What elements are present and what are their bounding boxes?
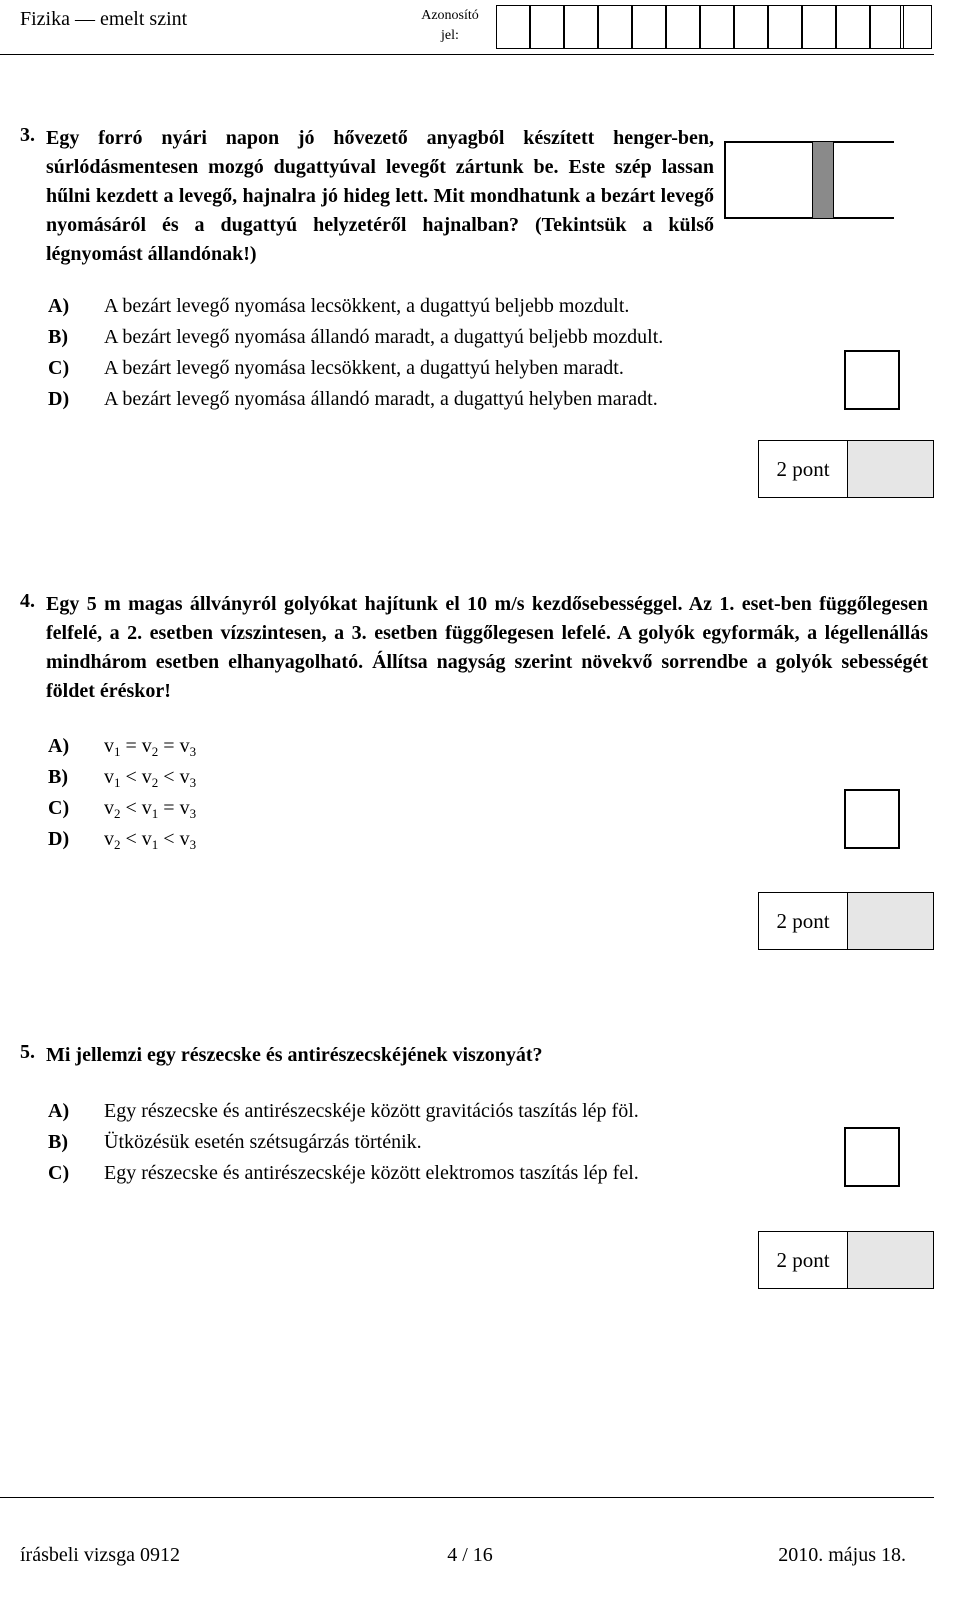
- option-sub: 2: [114, 806, 121, 821]
- option-sub: 3: [189, 806, 197, 821]
- option-sub: 3: [189, 837, 197, 852]
- option-letter: A): [48, 735, 70, 757]
- cylinder-top-wall: [724, 141, 894, 143]
- footer-date: 2010. május 18.: [778, 1544, 906, 1566]
- option-var: v: [104, 766, 114, 788]
- q5-points-box: [758, 1231, 934, 1289]
- option-sub: 2: [114, 837, 121, 852]
- q3-answer-box[interactable]: [844, 350, 900, 410]
- option-sub: 1: [151, 837, 159, 852]
- q5-options: [48, 1096, 818, 1189]
- q3-score-field[interactable]: [848, 441, 933, 497]
- option-var: v: [141, 766, 152, 788]
- footer-exam-code: írásbeli vizsga 0912: [20, 1544, 180, 1566]
- footer-divider: [0, 1497, 934, 1498]
- option-op: <: [158, 828, 180, 850]
- id-box[interactable]: [802, 5, 836, 49]
- id-box[interactable]: [632, 5, 666, 49]
- header-title: Fizika — emelt szint: [20, 8, 188, 30]
- option-item: [48, 731, 448, 762]
- option-op: <: [120, 828, 142, 850]
- option-sub: 2: [151, 744, 159, 759]
- q5-score-field[interactable]: [848, 1232, 933, 1288]
- option-var: v: [141, 735, 152, 757]
- cylinder-closed-end: [724, 141, 726, 219]
- azonosito-line2: jel:: [441, 28, 459, 43]
- q5-points-label: 2 pont: [759, 1232, 848, 1288]
- footer-page-number: 4 / 16: [447, 1544, 493, 1566]
- option-item: [48, 291, 808, 322]
- option-text: Egy részecske és antirészecskéje között elektromos taszítás lép fel.: [104, 1162, 639, 1184]
- id-box[interactable]: [564, 5, 598, 49]
- q4-number: 4.: [20, 590, 35, 612]
- option-var: v: [179, 735, 190, 757]
- id-box[interactable]: [768, 5, 802, 49]
- option-op: <: [120, 766, 142, 788]
- q4-options: [48, 731, 448, 855]
- option-letter: C): [48, 357, 70, 379]
- id-box[interactable]: [530, 5, 564, 49]
- option-letter: B): [48, 326, 68, 348]
- option-item: [48, 762, 448, 793]
- option-item: [48, 384, 808, 415]
- q4-answer-box[interactable]: [844, 789, 900, 849]
- option-text: Egy részecske és antirészecskéje között gravitációs taszítás lép föl.: [104, 1100, 639, 1122]
- option-op: =: [120, 735, 142, 757]
- option-text: A bezárt levegő nyomása állandó maradt, a dugattyú beljebb mozdult.: [104, 326, 664, 348]
- piston: [812, 141, 834, 219]
- option-op: <: [158, 766, 180, 788]
- option-item: [48, 353, 808, 384]
- option-sub: 3: [189, 775, 197, 790]
- id-box[interactable]: [734, 5, 768, 49]
- option-var: v: [179, 828, 190, 850]
- q3-text: Egy forró nyári napon jó hővezető anyagból készített henger-ben, súrlódásmentesen mozgó dugattyúval levegőt zártunk be. Este szép lassan hűlni kezdett a levegő, hajnalra jó hideg lett. Mit mondhatunk a bezárt levegő nyomásáról és a dugattyú helyzetéről hajnalban? (Tekintsük a külső légnyomást állandónak!): [46, 127, 714, 265]
- q5-answer-box[interactable]: [844, 1127, 900, 1187]
- option-sub: 1: [114, 775, 121, 790]
- id-box[interactable]: [496, 5, 530, 49]
- option-text: A bezárt levegő nyomása lecsökkent, a dugattyú helyben maradt.: [104, 357, 624, 379]
- option-text: A bezárt levegő nyomása lecsökkent, a dugattyú beljebb mozdult.: [104, 295, 630, 317]
- option-sub: 1: [151, 806, 159, 821]
- option-letter: B): [48, 1131, 68, 1153]
- id-box[interactable]: [870, 5, 904, 49]
- option-letter: A): [48, 295, 70, 317]
- id-box[interactable]: [836, 5, 870, 49]
- option-sub: 3: [189, 744, 197, 759]
- q3-points-box: [758, 440, 934, 498]
- q4-score-field[interactable]: [848, 893, 933, 949]
- q3-options: [48, 291, 808, 415]
- option-var: v: [141, 797, 152, 819]
- option-var: v: [104, 828, 114, 850]
- option-text: A bezárt levegő nyomása állandó maradt, a dugattyú helyben maradt.: [104, 388, 658, 410]
- q4-points-box: [758, 892, 934, 950]
- option-letter: B): [48, 766, 68, 788]
- option-letter: C): [48, 797, 70, 819]
- q5-text: Mi jellemzi egy részecske és antirészecskéjének viszonyát?: [46, 1044, 543, 1066]
- option-item: [48, 793, 448, 824]
- option-op: =: [158, 735, 180, 757]
- azonosito-label: [410, 6, 490, 46]
- option-sub: 2: [151, 775, 159, 790]
- option-letter: D): [48, 828, 70, 850]
- option-item: [48, 1158, 818, 1189]
- id-box[interactable]: [900, 5, 932, 49]
- option-sub: 1: [114, 744, 121, 759]
- option-letter: C): [48, 1162, 70, 1184]
- azonosito-line1: Azonosító: [421, 8, 479, 23]
- header-divider: [0, 54, 934, 55]
- option-item: [48, 1127, 818, 1158]
- option-op: <: [120, 797, 142, 819]
- id-box[interactable]: [598, 5, 632, 49]
- q4-text: Egy 5 m magas állványról golyókat hajítunk el 10 m/s kezdősebességgel. Az 1. eset-ben függőlegesen felfelé, a 2. esetben vízszintesen, a 3. esetben függőlegesen lefelé. A golyók egyformák, a légellenállás mindhárom esetben elhanyagolható. Állítsa nagyság szerint növekvő sorrendbe a golyók sebességét földet éréskor!: [46, 593, 928, 702]
- option-item: [48, 322, 808, 353]
- option-letter: A): [48, 1100, 70, 1122]
- option-var: v: [179, 766, 190, 788]
- option-item: [48, 1096, 818, 1127]
- option-var: v: [179, 797, 190, 819]
- option-text: Ütközésük esetén szétsugárzás történik.: [104, 1131, 422, 1153]
- id-box[interactable]: [700, 5, 734, 49]
- q3-points-label: 2 pont: [759, 441, 848, 497]
- option-var: v: [104, 797, 114, 819]
- option-var: v: [141, 828, 152, 850]
- q5-number: 5.: [20, 1041, 35, 1063]
- option-letter: D): [48, 388, 70, 410]
- q3-number: 3.: [20, 124, 35, 146]
- cylinder-bottom-wall: [724, 217, 894, 219]
- q4-points-label: 2 pont: [759, 893, 848, 949]
- option-var: v: [104, 735, 114, 757]
- option-item: [48, 824, 448, 855]
- option-op: =: [158, 797, 180, 819]
- id-box[interactable]: [666, 5, 700, 49]
